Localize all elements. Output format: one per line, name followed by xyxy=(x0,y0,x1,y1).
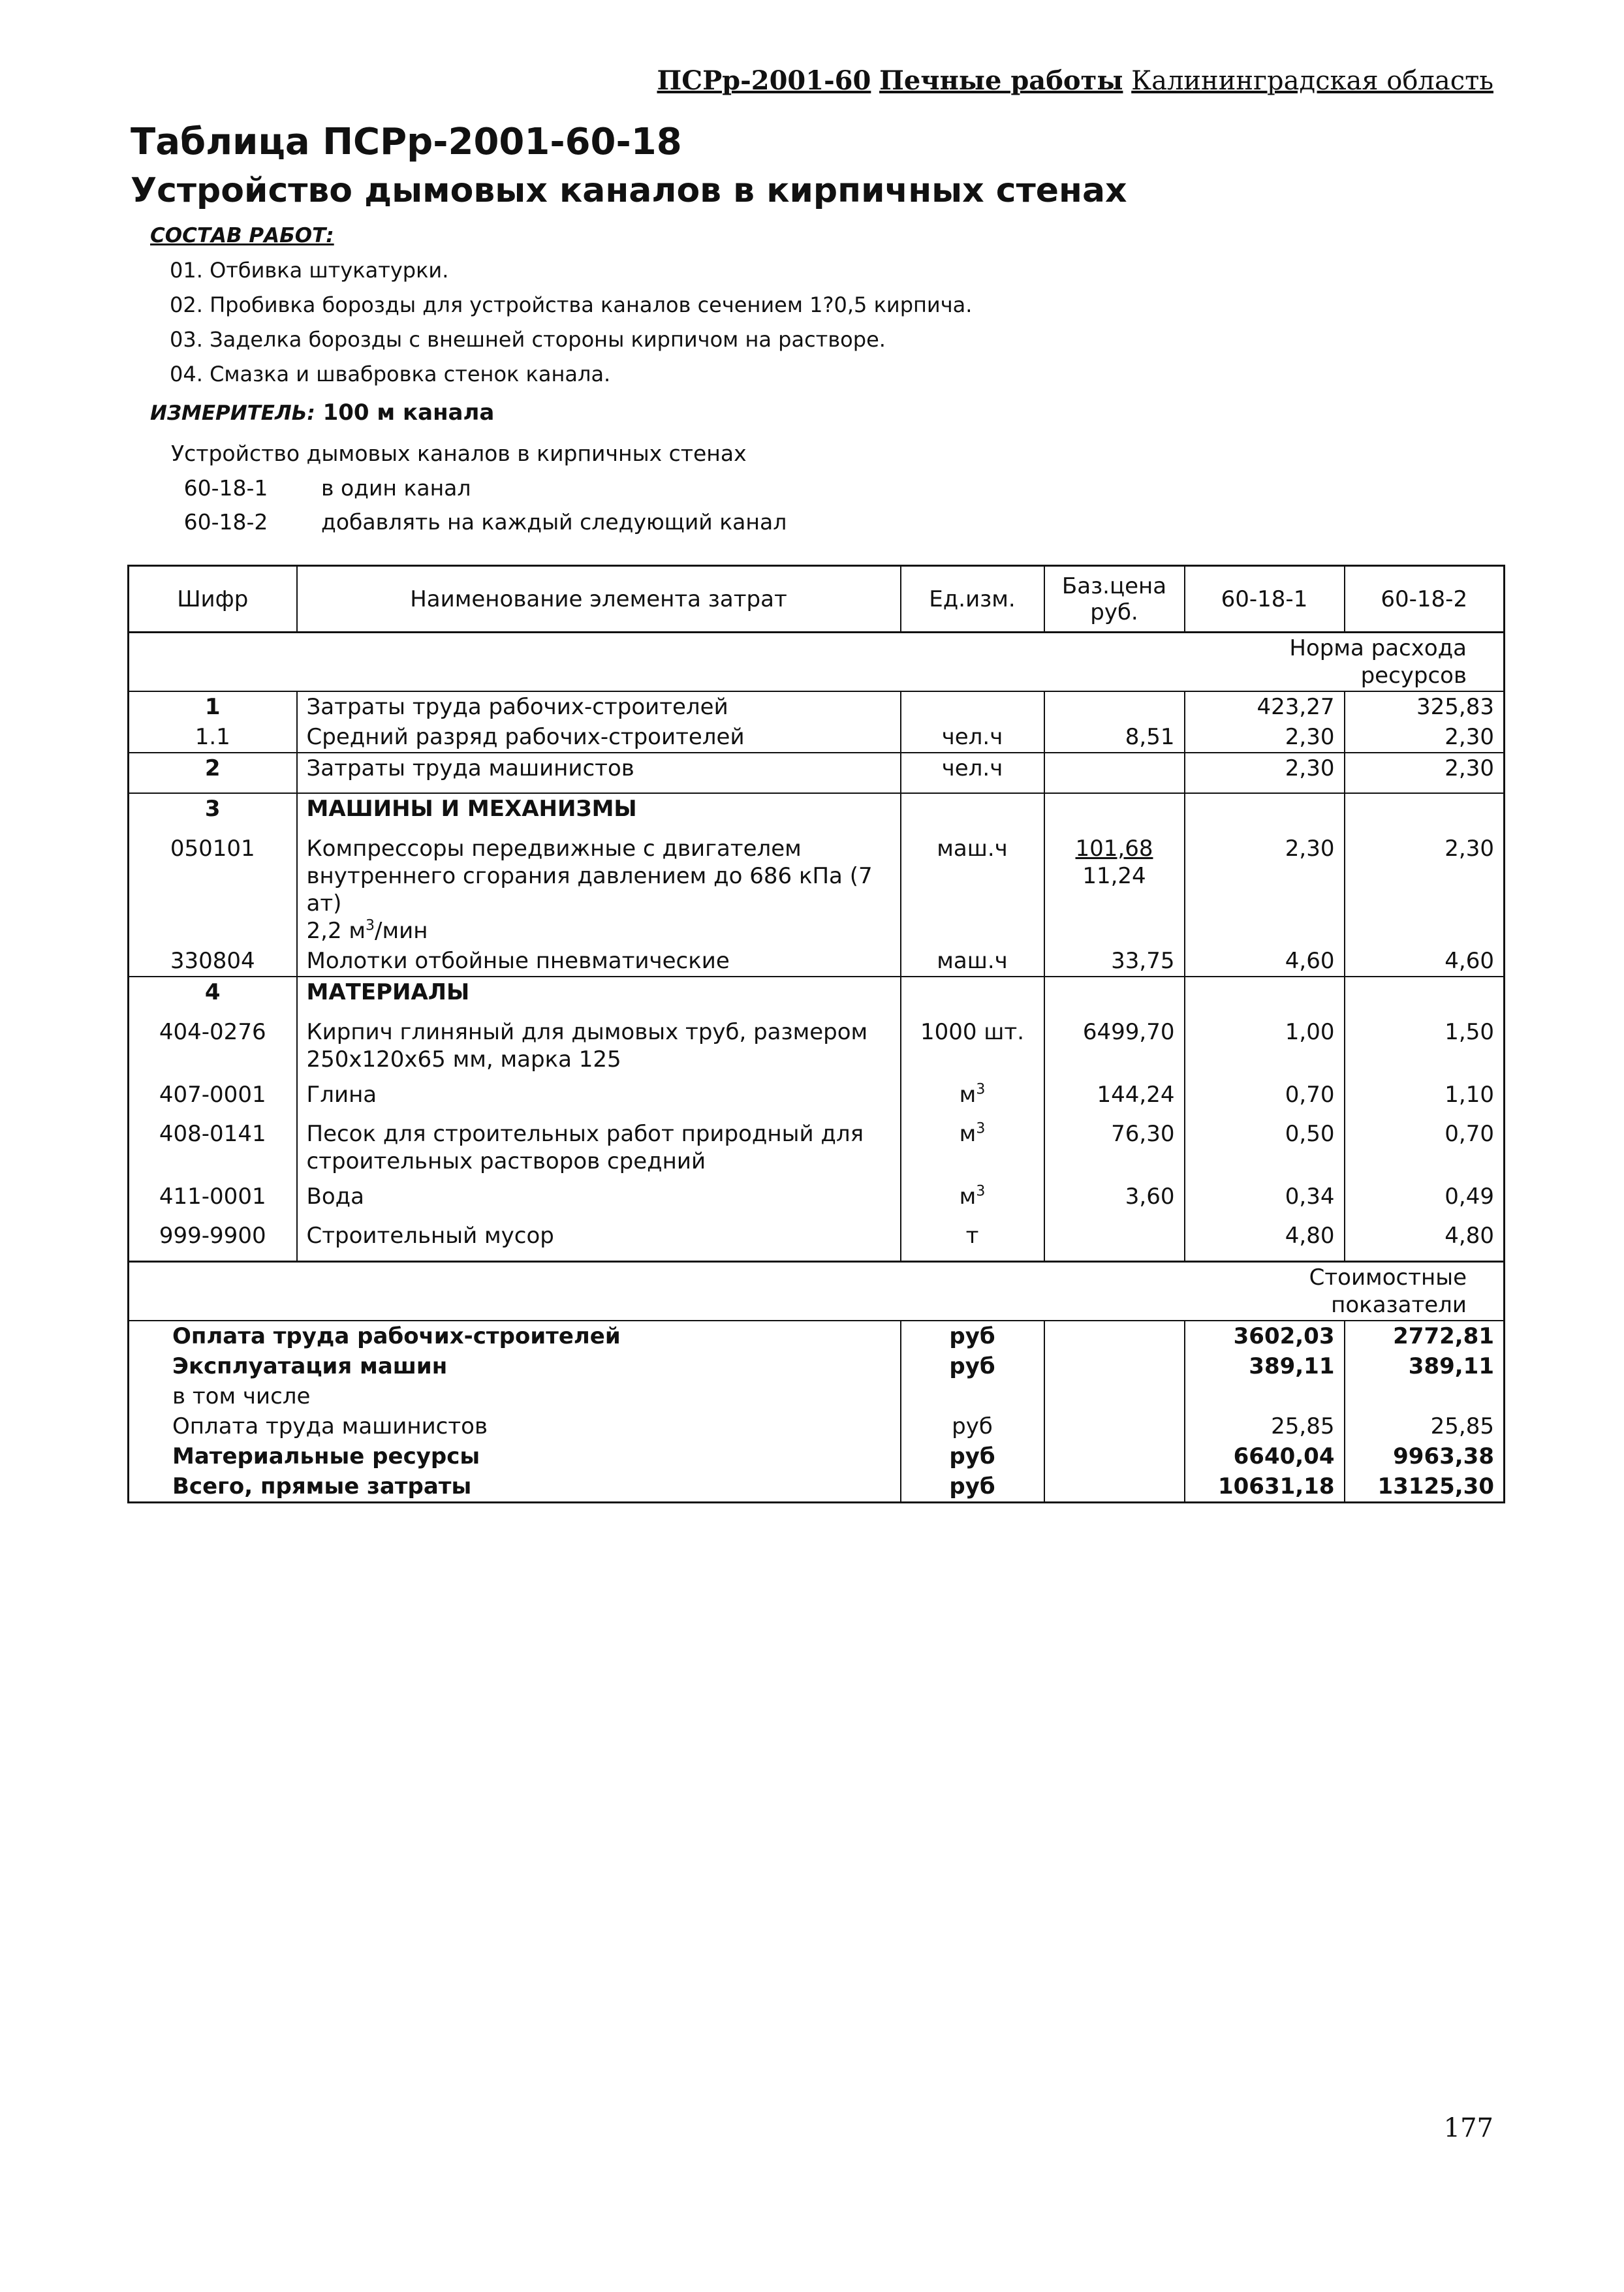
summary-row xyxy=(129,1411,1505,1441)
table-cell: т xyxy=(901,1221,1044,1261)
table-cell: 1000 шт. xyxy=(901,1017,1044,1080)
measure-value: 100 м канала xyxy=(322,400,495,426)
header-code: ПСРр-2001-60 xyxy=(657,65,871,96)
table-cell: 0,49 xyxy=(1345,1182,1505,1221)
table-row xyxy=(129,753,1505,793)
row-name-multiline: Песок для строительных работ природный для строительных растворов средний xyxy=(297,1119,901,1182)
table-cell: в том числе xyxy=(129,1381,901,1411)
measure-label: ИЗМЕРИТЕЛЬ: xyxy=(150,401,315,425)
table-cell: 25,85 xyxy=(1185,1411,1345,1441)
variant-desc: в один канал xyxy=(321,475,471,501)
measure xyxy=(150,400,494,426)
variant-code: 60-18-1 xyxy=(183,475,268,501)
table-cell: чел.ч xyxy=(901,753,1044,793)
table-cell: МАШИНЫ И МЕХАНИЗМЫ xyxy=(297,793,901,834)
header-section: Печные работы xyxy=(879,65,1123,96)
variant-row xyxy=(131,509,787,535)
table-cell: 423,27 xyxy=(1185,691,1345,722)
table-cell xyxy=(1185,1381,1345,1411)
section-row-materials xyxy=(129,977,1505,1017)
table-cell xyxy=(1044,691,1185,722)
table-row xyxy=(129,1221,1505,1261)
table-cell xyxy=(1044,1321,1185,1351)
table-cell: 0,34 xyxy=(1185,1182,1345,1221)
table-cell: маш.ч xyxy=(901,834,1044,946)
unit-cell: $м^3$ xyxy=(901,1182,1044,1221)
table-cell: 6499,70 xyxy=(1044,1017,1185,1080)
table-cell: 0,50 xyxy=(1185,1119,1345,1182)
price-pair: 101,68 11,24 xyxy=(1044,834,1185,946)
table-cell: руб xyxy=(901,1351,1044,1381)
table-cell: 3602,03 xyxy=(1185,1321,1345,1351)
table-cell: 9963,38 xyxy=(1345,1441,1505,1471)
composition-item: 03. Заделка борозды с внешней стороны кирпичом на растворе. xyxy=(170,327,886,352)
resource-table xyxy=(127,565,1505,1503)
table-cell xyxy=(129,633,1185,692)
row-name-multiline: Кирпич глиняный для дымовых труб, размером 250x120x65 мм, марка 125 xyxy=(297,1017,901,1080)
table-cell: 2,30 xyxy=(1345,834,1505,946)
table-cell: Строительный мусор xyxy=(297,1221,901,1261)
table-title: Таблица ПСРр-2001-60-18 xyxy=(131,121,682,163)
table-cell xyxy=(1044,753,1185,793)
section-row-machines xyxy=(129,793,1505,834)
table-cell: Материальные ресурсы xyxy=(129,1441,901,1471)
summary-row xyxy=(129,1471,1505,1503)
table-cell: 2772,81 xyxy=(1345,1321,1505,1351)
summary-row xyxy=(129,1321,1505,1351)
composition-label: СОСТАВ РАБОТ: xyxy=(150,224,334,247)
table-row xyxy=(129,691,1505,722)
table-cell xyxy=(129,1261,1185,1321)
table-cell: 404-0276 xyxy=(129,1017,297,1080)
variant-code: 60-18-2 xyxy=(183,509,268,535)
table-cell: 1,10 xyxy=(1345,1080,1505,1119)
composition-item: 02. Пробивка борозды для устройства каналов сечением 1?0,5 кирпича. xyxy=(170,292,973,317)
table-cell: маш.ч xyxy=(901,946,1044,977)
table-cell: 999-9900 xyxy=(129,1221,297,1261)
table-cell: 2,30 xyxy=(1345,753,1505,793)
table-cell xyxy=(901,977,1044,1017)
table-row xyxy=(129,1080,1505,1119)
table-cell: 2,30 xyxy=(1185,722,1345,753)
table-cell: 8,51 xyxy=(1044,722,1185,753)
table-cell: 1,50 xyxy=(1345,1017,1505,1080)
table-cell xyxy=(1044,1221,1185,1261)
table-cell: 330804 xyxy=(129,946,297,977)
table-cell: 1,00 xyxy=(1185,1017,1345,1080)
composition-list xyxy=(170,253,972,392)
table-cell: 389,11 xyxy=(1185,1351,1345,1381)
table-cell: Оплата труда рабочих-строителей xyxy=(129,1321,901,1351)
table-cell: 411-0001 xyxy=(129,1182,297,1221)
norm-label: Норма расхода ресурсов xyxy=(1185,633,1505,692)
table-cell: руб xyxy=(901,1441,1044,1471)
unit-cell: $м^3$ xyxy=(901,1119,1044,1182)
table-cell: 2,30 xyxy=(1185,753,1345,793)
table-cell xyxy=(1044,1471,1185,1503)
table-cell xyxy=(1044,1411,1185,1441)
page-number: 177 xyxy=(1443,2113,1493,2143)
table-cell: Всего, прямые затраты xyxy=(129,1471,901,1503)
table-header-row xyxy=(129,566,1505,633)
table-cell: 2 xyxy=(129,753,297,793)
table-cell: 0,70 xyxy=(1185,1080,1345,1119)
table-cell xyxy=(1044,793,1185,834)
table-cell: 407-0001 xyxy=(129,1080,297,1119)
table-cell xyxy=(1044,1381,1185,1411)
table-row xyxy=(129,1017,1505,1080)
summary-row xyxy=(129,1351,1505,1381)
table-cell: 408-0141 xyxy=(129,1119,297,1182)
table-cell: 4,80 xyxy=(1185,1221,1345,1261)
summary-row xyxy=(129,1441,1505,1471)
table-cell xyxy=(1044,1351,1185,1381)
table-cell xyxy=(1044,1441,1185,1471)
table-cell: 0,70 xyxy=(1345,1119,1505,1182)
table-cell xyxy=(1044,977,1185,1017)
header-variant-2: 60-18-2 xyxy=(1345,566,1505,633)
table-row xyxy=(129,1119,1505,1182)
header-unit: Ед.изм. xyxy=(901,566,1044,633)
table-cell: МАТЕРИАЛЫ xyxy=(297,977,901,1017)
table-name: Устройство дымовых каналов в кирпичных стенах xyxy=(131,171,1127,210)
norm-label-row xyxy=(129,633,1505,692)
table-cell: 389,11 xyxy=(1345,1351,1505,1381)
summary-row xyxy=(129,1381,1505,1411)
table-cell: 325,83 xyxy=(1345,691,1505,722)
unit-cell: $м^3$ xyxy=(901,1080,1044,1119)
table-cell: руб xyxy=(901,1411,1044,1441)
table-cell: 2,30 xyxy=(1185,834,1345,946)
table-cell: 25,85 xyxy=(1345,1411,1505,1441)
table-cell: 4,60 xyxy=(1345,946,1505,977)
table-cell: 050101 xyxy=(129,834,297,946)
table-cell: 1 xyxy=(129,691,297,722)
table-cell xyxy=(901,691,1044,722)
table-cell: 4,60 xyxy=(1185,946,1345,977)
table-cell: руб xyxy=(901,1471,1044,1503)
table-cell: Молотки отбойные пневматические xyxy=(297,946,901,977)
header-code: Шифр xyxy=(129,566,297,633)
table-row xyxy=(129,1182,1505,1221)
table-cell: чел.ч xyxy=(901,722,1044,753)
composition-item: 01. Отбивка штукатурки. xyxy=(170,258,449,283)
table-row xyxy=(129,834,1505,946)
table-cell xyxy=(901,1381,1044,1411)
header-region: Калининградская область xyxy=(1131,66,1493,96)
table-cell: 4 xyxy=(129,977,297,1017)
table-row xyxy=(129,946,1505,977)
table-cell: 1.1 xyxy=(129,722,297,753)
table-cell: 10631,18 xyxy=(1185,1471,1345,1503)
cost-label: Стоимостные показатели xyxy=(1185,1261,1505,1321)
variant-desc: добавлять на каждый следующий канал xyxy=(321,509,787,535)
table-cell: 3 xyxy=(129,793,297,834)
table-cell: 144,24 xyxy=(1044,1080,1185,1119)
table-cell xyxy=(901,793,1044,834)
table-cell: руб xyxy=(901,1321,1044,1351)
table-cell: Глина xyxy=(297,1080,901,1119)
composition-item: 04. Смазка и швабровка стенок канала. xyxy=(170,362,611,386)
header-name: Наименование элемента затрат xyxy=(297,566,901,633)
table-cell xyxy=(1185,793,1345,834)
general-description: Устройство дымовых каналов в кирпичных стенах xyxy=(171,441,747,466)
table-cell: 4,80 xyxy=(1345,1221,1505,1261)
table-cell: Вода xyxy=(297,1182,901,1221)
table-cell: 76,30 xyxy=(1044,1119,1185,1182)
table-row xyxy=(129,722,1505,753)
table-cell xyxy=(1345,793,1505,834)
table-cell xyxy=(1345,1381,1505,1411)
table-cell: Средний разряд рабочих-строителей xyxy=(297,722,901,753)
header-price: Баз.цена руб. xyxy=(1044,566,1185,633)
table-cell: Оплата труда машинистов xyxy=(129,1411,901,1441)
variant-row xyxy=(131,475,471,501)
running-header xyxy=(657,65,1493,96)
table-cell: Затраты труда машинистов xyxy=(297,753,901,793)
table-cell xyxy=(1345,977,1505,1017)
table-cell: 13125,30 xyxy=(1345,1471,1505,1503)
row-name-multiline: Компрессоры передвижные с двигателем внутреннего сгорания давлением до 686 кПа (7 ат) 2,2 $м^3$/мин xyxy=(297,834,901,946)
table-cell: 6640,04 xyxy=(1185,1441,1345,1471)
cost-label-row xyxy=(129,1261,1505,1321)
table-cell: 3,60 xyxy=(1044,1182,1185,1221)
table-cell xyxy=(1185,977,1345,1017)
table-cell: Затраты труда рабочих-строителей xyxy=(297,691,901,722)
header-variant-1: 60-18-1 xyxy=(1185,566,1345,633)
table-cell: 33,75 xyxy=(1044,946,1185,977)
table-cell: 2,30 xyxy=(1345,722,1505,753)
table-cell: Эксплуатация машин xyxy=(129,1351,901,1381)
